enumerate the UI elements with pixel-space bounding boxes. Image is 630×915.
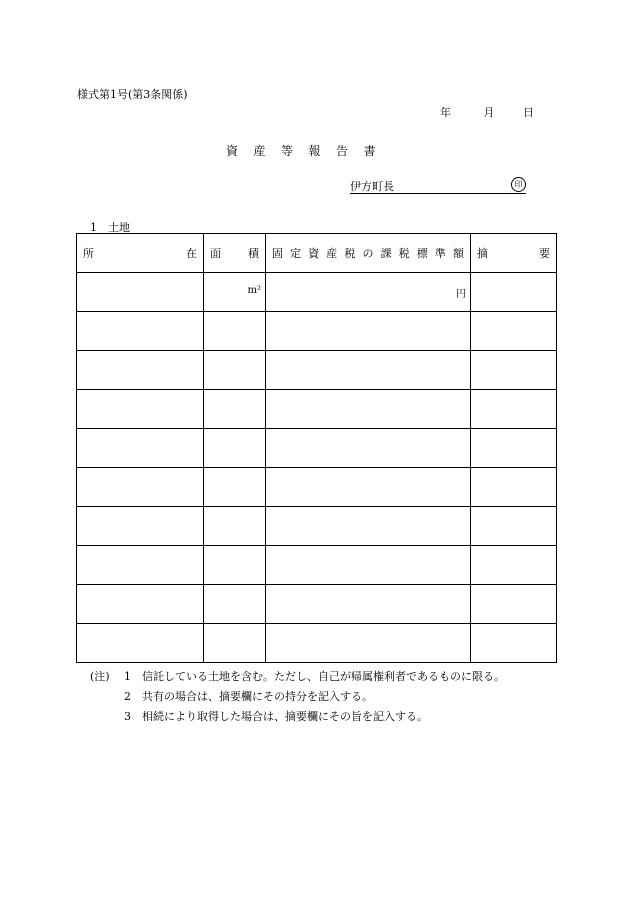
- seal-icon: 印: [511, 177, 526, 192]
- area-cell[interactable]: [204, 351, 266, 390]
- header-char: 定: [290, 247, 302, 260]
- remarks-cell[interactable]: [471, 468, 557, 507]
- header-char: 所: [83, 247, 94, 260]
- addressee-line: [350, 178, 526, 194]
- area-cell[interactable]: [204, 585, 266, 624]
- area-cell[interactable]: [204, 273, 266, 312]
- table-row: [77, 624, 557, 663]
- date-year-label: 年: [440, 106, 451, 119]
- table-row: [77, 351, 557, 390]
- area-cell[interactable]: [204, 390, 266, 429]
- header-char: 面: [210, 247, 221, 260]
- table-row: [77, 273, 557, 312]
- assessed-value-cell[interactable]: [266, 351, 471, 390]
- value-unit-label: 円: [456, 289, 466, 300]
- header-char: 固: [272, 247, 283, 260]
- header-char: 資: [308, 247, 320, 260]
- section-title: 1 土地: [90, 221, 130, 234]
- location-cell[interactable]: [77, 312, 204, 351]
- assessed-value-cell[interactable]: [266, 585, 471, 624]
- header-char: の: [362, 247, 374, 260]
- header-char: 標: [416, 247, 428, 260]
- location-cell[interactable]: [77, 546, 204, 585]
- location-cell[interactable]: [77, 507, 204, 546]
- table-row: [77, 468, 557, 507]
- area-cell[interactable]: [204, 468, 266, 507]
- remarks-cell[interactable]: [471, 507, 557, 546]
- assessed-value-cell[interactable]: [266, 507, 471, 546]
- header-char: 税: [344, 247, 356, 260]
- table-row: [77, 390, 557, 429]
- header-char: 産: [326, 247, 338, 260]
- addressee-name: 伊方町長: [350, 180, 394, 193]
- remarks-cell[interactable]: [471, 624, 557, 663]
- remarks-cell[interactable]: [471, 585, 557, 624]
- location-cell[interactable]: [77, 390, 204, 429]
- assessed-value-cell[interactable]: [266, 429, 471, 468]
- location-cell[interactable]: [77, 273, 204, 312]
- assessed-value-cell[interactable]: [266, 624, 471, 663]
- form-number-label: 様式第1号(第3条関係): [77, 88, 188, 101]
- assessed-value-cell[interactable]: [266, 468, 471, 507]
- header-area: [204, 234, 266, 273]
- area-cell[interactable]: [204, 507, 266, 546]
- table-row: [77, 546, 557, 585]
- remarks-cell[interactable]: [471, 273, 557, 312]
- area-cell[interactable]: [204, 546, 266, 585]
- land-table: [76, 233, 557, 663]
- assessed-value-cell[interactable]: [266, 390, 471, 429]
- area-cell[interactable]: [204, 624, 266, 663]
- header-char: 積: [248, 247, 259, 260]
- header-char: 要: [539, 247, 550, 260]
- date-month-label: 月: [483, 106, 495, 119]
- note-item: 2 共有の場合は、摘要欄にその持分を記入する。: [124, 690, 373, 703]
- remarks-cell[interactable]: [471, 312, 557, 351]
- table-row: [77, 429, 557, 468]
- table-row: [77, 585, 557, 624]
- document-title: 資産等報告書: [226, 144, 392, 158]
- assessed-value-cell[interactable]: [266, 273, 471, 312]
- notes: [90, 667, 505, 727]
- table-header-row: [77, 234, 557, 273]
- header-char: 課: [380, 247, 392, 260]
- remarks-cell[interactable]: [471, 546, 557, 585]
- header-char: 税: [398, 247, 410, 260]
- header-char: 在: [186, 247, 197, 260]
- location-cell[interactable]: [77, 429, 204, 468]
- header-assessed-value: [266, 234, 471, 273]
- date-line: [440, 104, 534, 120]
- table-row: [77, 312, 557, 351]
- note-item: (注) 1 信託している土地を含む。ただし、自己が帰属権利者であるものに限る。: [90, 667, 505, 687]
- remarks-cell[interactable]: [471, 429, 557, 468]
- table-row: [77, 507, 557, 546]
- location-cell[interactable]: [77, 351, 204, 390]
- note-prefix: (注): [90, 670, 110, 683]
- header-char: 額: [452, 247, 464, 260]
- date-day-label: 日: [523, 106, 534, 119]
- assessed-value-cell[interactable]: [266, 546, 471, 585]
- area-cell[interactable]: [204, 312, 266, 351]
- assessed-value-cell[interactable]: [266, 312, 471, 351]
- note-item: 3 相続により取得した場合は、摘要欄にその旨を記入する。: [124, 710, 428, 723]
- location-cell[interactable]: [77, 468, 204, 507]
- location-cell[interactable]: [77, 585, 204, 624]
- remarks-cell[interactable]: [471, 390, 557, 429]
- header-char: 準: [434, 247, 446, 260]
- area-cell[interactable]: [204, 429, 266, 468]
- header-char: 摘: [477, 247, 488, 260]
- remarks-cell[interactable]: [471, 351, 557, 390]
- header-remarks: [471, 234, 557, 273]
- location-cell[interactable]: [77, 624, 204, 663]
- header-location: [77, 234, 204, 273]
- area-unit-label: m²: [247, 285, 261, 296]
